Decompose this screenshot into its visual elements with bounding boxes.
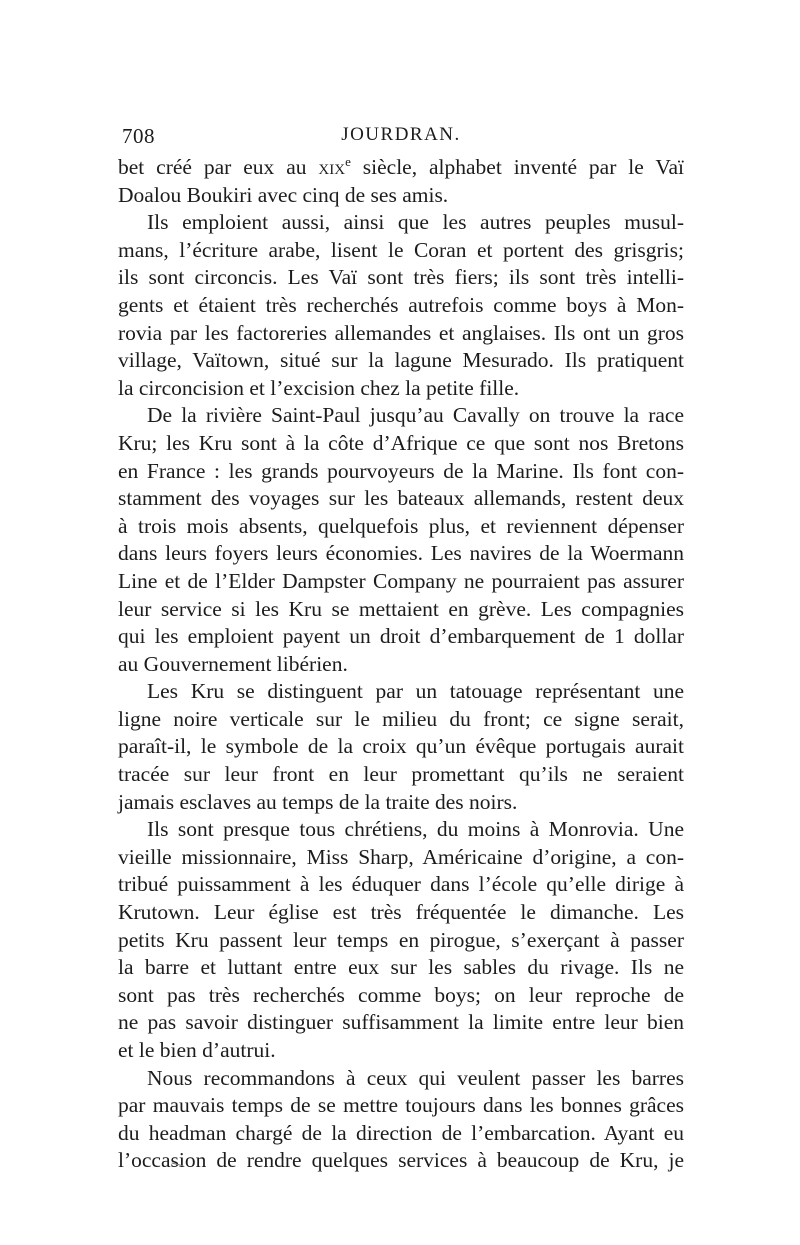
text-line: De la rivière Saint-Paul jusqu’au Cavally on trouve la race [147, 403, 684, 428]
text-line: Kru; les Kru sont à la côte d’Afrique ce que sont nos Bretons [118, 430, 684, 455]
text-line: rovia par les factoreries allemandes et anglaises. Ils ont un gros [118, 320, 684, 345]
text-line: stamment des voyages sur les bateaux allemands, restent deux [118, 486, 684, 511]
text-line: leur service si les Kru se mettaient en grève. Les compagnies [118, 596, 684, 621]
text-line: Nous recommandons à ceux qui veulent passer les barres [147, 1065, 684, 1090]
text-line: village, Vaïtown, situé sur la lagune Mesurado. Ils pratiquent [118, 348, 684, 373]
text-line: Ils sont presque tous chrétiens, du moins à Monrovia. Une [147, 817, 684, 842]
text-line: à trois mois absents, quelquefois plus, et reviennent dépenser [118, 513, 684, 538]
text-line: la circoncision et l’excision chez la petite fille. [118, 375, 520, 400]
text-line: petits Kru passent leur temps en pirogue, s’exerçant à passer [118, 927, 684, 952]
text-line: gents et étaient très recherchés autrefois comme boys à Mon- [118, 292, 684, 317]
text-line: Krutown. Leur église est très fréquentée le dimanche. Les [118, 900, 684, 925]
text-line: jamais esclaves au temps de la traite des noirs. [118, 789, 518, 814]
text-span: siècle, alphabet inventé par le Vaï [350, 155, 684, 179]
running-title: JOURDRAN. [341, 124, 461, 145]
text-line: par mauvais temps de se mettre toujours dans les bonnes grâces [118, 1093, 684, 1118]
century-numeral: xix [318, 155, 346, 179]
text-line: Line et de l’Elder Dampster Company ne pourraient pas assurer [118, 568, 684, 593]
text-span: bet créé par eux au [118, 155, 319, 179]
text-line: en France : les grands pourvoyeurs de la Marine. Ils font con- [118, 458, 684, 483]
text-line: au Gouvernement libérien. [118, 651, 348, 676]
text-line: la barre et luttant entre eux sur les sables du rivage. Ils ne [118, 955, 684, 980]
text-line: Doalou Boukiri avec cinq de ses amis. [118, 182, 449, 207]
superscript: e [345, 154, 351, 169]
text-line: ligne noire verticale sur le milieu du front; ce signe serait, [118, 706, 684, 731]
text-line: mans, l’écriture arabe, lisent le Coran et portent des grisgris; [118, 237, 684, 262]
text-line: ils sont circoncis. Les Vaï sont très fiers; ils sont très intelli- [118, 265, 684, 290]
body-text [118, 154, 684, 1175]
text-line: tracée sur leur front en leur promettant qu’ils ne seraient [118, 762, 684, 787]
text-line: et le bien d’autrui. [118, 1038, 276, 1062]
text-line [118, 154, 684, 182]
text-line: ne pas savoir distinguer suffisamment la limite entre leur bien [118, 1010, 684, 1035]
text-line: tribué puissamment à les éduquer dans l’école qu’elle dirige à [118, 872, 684, 897]
text-line: l’occasion de rendre quelques services à beaucoup de Kru, je [118, 1148, 684, 1173]
page-number: 708 [122, 124, 155, 148]
text-line: Les Kru se distinguent par un tatouage représentant une [147, 679, 684, 704]
text-line: du headman chargé de la direction de l’embarcation. Ayant eu [118, 1120, 684, 1145]
text-line: sont pas très recherchés comme boys; on leur reproche de [118, 982, 684, 1007]
text-line: dans leurs foyers leurs économies. Les navires de la Woermann [118, 541, 684, 566]
text-line: qui les emploient payent un droit d’embarquement de 1 dollar [118, 624, 684, 649]
text-line: paraît-il, le symbole de la croix qu’un évêque portugais aurait [118, 734, 684, 759]
text-line: vieille missionnaire, Miss Sharp, Américaine d’origine, a con- [118, 844, 684, 869]
running-head [118, 124, 684, 152]
text-line: Ils emploient aussi, ainsi que les autres peuples musul- [147, 210, 684, 235]
